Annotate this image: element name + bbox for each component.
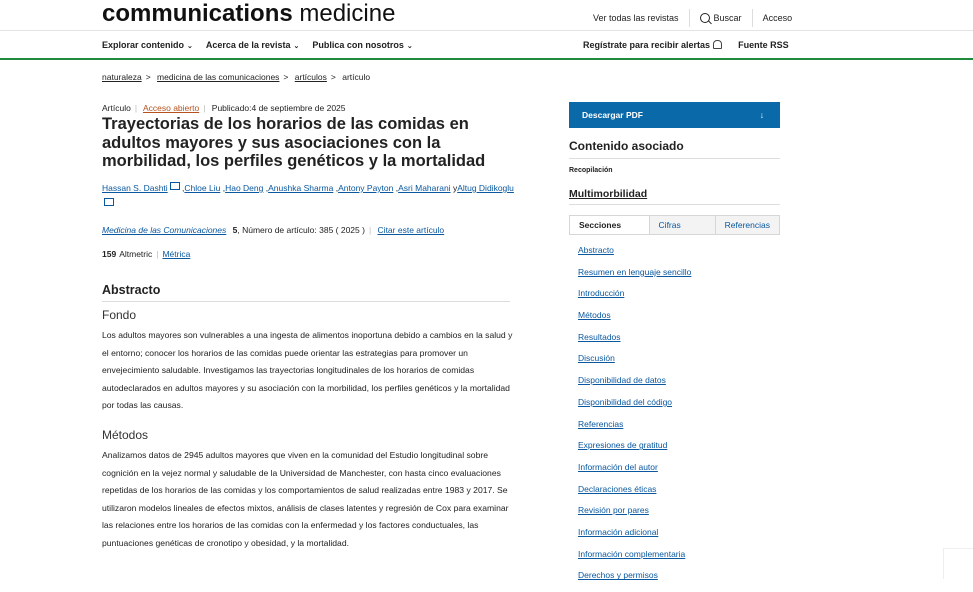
article-number: 385 [319,225,334,235]
divider [569,158,780,159]
toc-link[interactable]: Métodos [578,310,611,321]
author-link[interactable]: Anushka Sharma [268,183,334,193]
all-journals-link[interactable]: Ver todas las revistas [593,13,679,23]
toc-item [578,440,691,462]
toc-item [578,353,691,375]
floating-widget[interactable] [943,548,973,579]
divider [0,30,973,31]
toc-item [578,332,691,354]
toc-link[interactable]: Disponibilidad de datos [578,375,666,386]
nav-about[interactable]: Acerca de la revista ⌄ [205,40,300,50]
chevron-down-icon: ⌄ [406,43,413,50]
search-label: Buscar [713,13,742,23]
alerts-link[interactable]: Regístrate para recibir alertas [583,40,722,50]
background-text: Los adultos mayores son vulnerables a una ingesta de alimentos inoportuna debido a cambios en la salud y el entorno; conocer los horarios de las comidas puede orientar las estrategias para promover un envejecimiento saludable. Investigamos las trayectorias longitudinales de los horarios de comidas autodeclarados en adultos mayores y su asociación con la morbilidad, los perfiles genéticos y la mortalidad por todas las causas. [102,330,513,410]
divider [752,9,753,27]
methods-heading: Métodos [102,428,149,442]
journal-link[interactable]: Medicina de las Comunicaciones [102,225,227,235]
search-icon [700,13,710,23]
toc-item [578,288,691,310]
rss-link[interactable]: Fuente RSS [738,40,789,50]
toc-item [578,527,691,549]
volume: 5 [232,225,238,235]
divider [102,301,510,302]
author-list: Hassan S. Dashti ,Chloe Liu ,Hao Deng ,Anushka Sharma ,Antony Payton ,Asri Maharani yAltug Didikoglu [102,180,522,212]
author-link[interactable]: Chloe Liu [184,183,221,193]
top-bar [0,0,973,30]
methods-text: Analizamos datos de 2945 adultos mayores que viven en la comunidad del Estudio longitudinal sobre cognición en la vejez normal y saludable de la Universidad de Manchester, con hasta cinco evaluaciones repetidas de los horarios de las comidas y los comportamientos de salud realizadas entre 1983 y 2017. Se utilizaron modelos lineales de efectos mixtos, análisis de clases latentes y regresión de Cox para examinar las relaciones entre los horarios de las comidas con la enfermedad y los factores conductuales, las puntuaciones genéticas de cronotipo y obesidad, y la mortalidad. [102,450,509,548]
toc-link[interactable]: Referencias [578,418,624,429]
abstract-heading: Abstracto [102,283,161,297]
sidebar-tabs [569,215,780,235]
main-nav [102,40,413,50]
chevron-down-icon: ⌄ [293,43,300,50]
metrics-link[interactable]: Métrica [162,249,191,259]
toc-link[interactable]: Revisión por pares [578,505,649,516]
toc-link[interactable]: Discusión [578,353,615,364]
tab-figures[interactable]: Cifras [650,216,716,234]
tab-references[interactable]: Referencias [724,220,770,230]
toc-link[interactable]: Derechos y permisos [578,570,658,581]
divider [569,204,780,205]
article-title: Trayectorias de los horarios de las comidas en adultos mayores y sus asociaciones con la morbilidad, los perfiles genéticos y la mortalidad [102,115,486,170]
collection-link[interactable]: Multimorbilidad [569,188,648,200]
bell-icon [713,40,722,49]
toc-item [578,549,691,571]
author-link[interactable]: Altug Didikoglu [457,183,514,193]
toc-link[interactable]: Información del autor [578,461,658,472]
accent-bar [0,58,973,60]
related-content-heading: Contenido asociado [569,139,684,153]
toc-link[interactable]: Resumen en lenguaje sencillo [578,266,692,277]
published-date: Publicado:4 de septiembre de 2025 [211,103,346,113]
divider [689,9,690,27]
toc-link[interactable]: Disponibilidad del código [578,396,673,407]
section-toc [578,245,691,592]
toc-link[interactable]: Introducción [578,288,625,299]
search-button[interactable] [700,13,742,23]
chevron-down-icon: ⌄ [187,43,193,50]
toc-item [578,419,691,441]
toc-item [578,505,691,527]
breadcrumb-current: artículo [342,72,371,82]
download-icon: ↓ [759,110,764,120]
toc-link[interactable]: Expresiones de gratitud [578,440,668,451]
collection-label: Recopilación [569,167,613,174]
toc-link[interactable]: Resultados [578,331,621,342]
citation-line: Medicina de las Comunicaciones 5, Número de artículo: 385 ( 2025 ) | Citar este artículo [102,225,445,235]
login-link[interactable]: Acceso [762,13,793,23]
tab-sections[interactable]: Secciones [570,216,650,234]
author-link[interactable]: Antony Payton [338,183,394,193]
cite-link[interactable]: Citar este artículo [377,225,445,235]
toc-item [578,397,691,419]
article-type: Artículo [102,103,131,113]
breadcrumb: naturaleza > medicina de las comunicaciones > artículos > artículo [102,72,371,82]
toc-link[interactable]: Información complementaria [578,548,686,559]
author-link[interactable]: Hassan S. Dashti [102,183,168,193]
nav-explore[interactable]: Explorar contenido ⌄ [102,40,193,50]
author-link[interactable]: Hao Deng [225,183,264,193]
toc-link[interactable]: Abstracto [578,245,614,255]
nav-publish[interactable]: Publica con nosotros ⌄ [312,40,413,50]
toc-link[interactable]: Declaraciones éticas [578,483,657,494]
download-pdf-button[interactable]: Descargar PDF ↓ [569,102,780,128]
altmetric-label: Altmetric [119,249,153,259]
toc-item [578,570,691,592]
toc-item [578,484,691,506]
top-nav [593,9,792,27]
toc-item [578,375,691,397]
breadcrumb-journal[interactable]: medicina de las comunicaciones [157,72,280,82]
toc-item [578,310,691,332]
altmetric-count: 159 [102,249,117,259]
article-meta: Artículo | Acceso abierto | Publicado:4 de septiembre de 2025 [102,103,346,113]
breadcrumb-articles[interactable]: artículos [294,72,327,82]
background-heading: Fondo [102,308,137,322]
toc-item [578,245,691,267]
right-nav [583,40,789,50]
email-icon[interactable] [170,182,180,190]
metrics-line: 159 Altmetric | Métrica [102,249,191,259]
toc-item [578,267,691,289]
open-access-link[interactable]: Acceso abierto [142,103,200,113]
breadcrumb-nature[interactable]: naturaleza [102,72,142,82]
year: ( 2025 ) [333,225,365,235]
author-link[interactable]: Asri Maharani [398,183,451,193]
toc-link[interactable]: Información adicional [578,526,659,537]
journal-logo[interactable]: communications medicine [102,0,396,27]
toc-item [578,462,691,484]
email-icon[interactable] [104,198,114,206]
